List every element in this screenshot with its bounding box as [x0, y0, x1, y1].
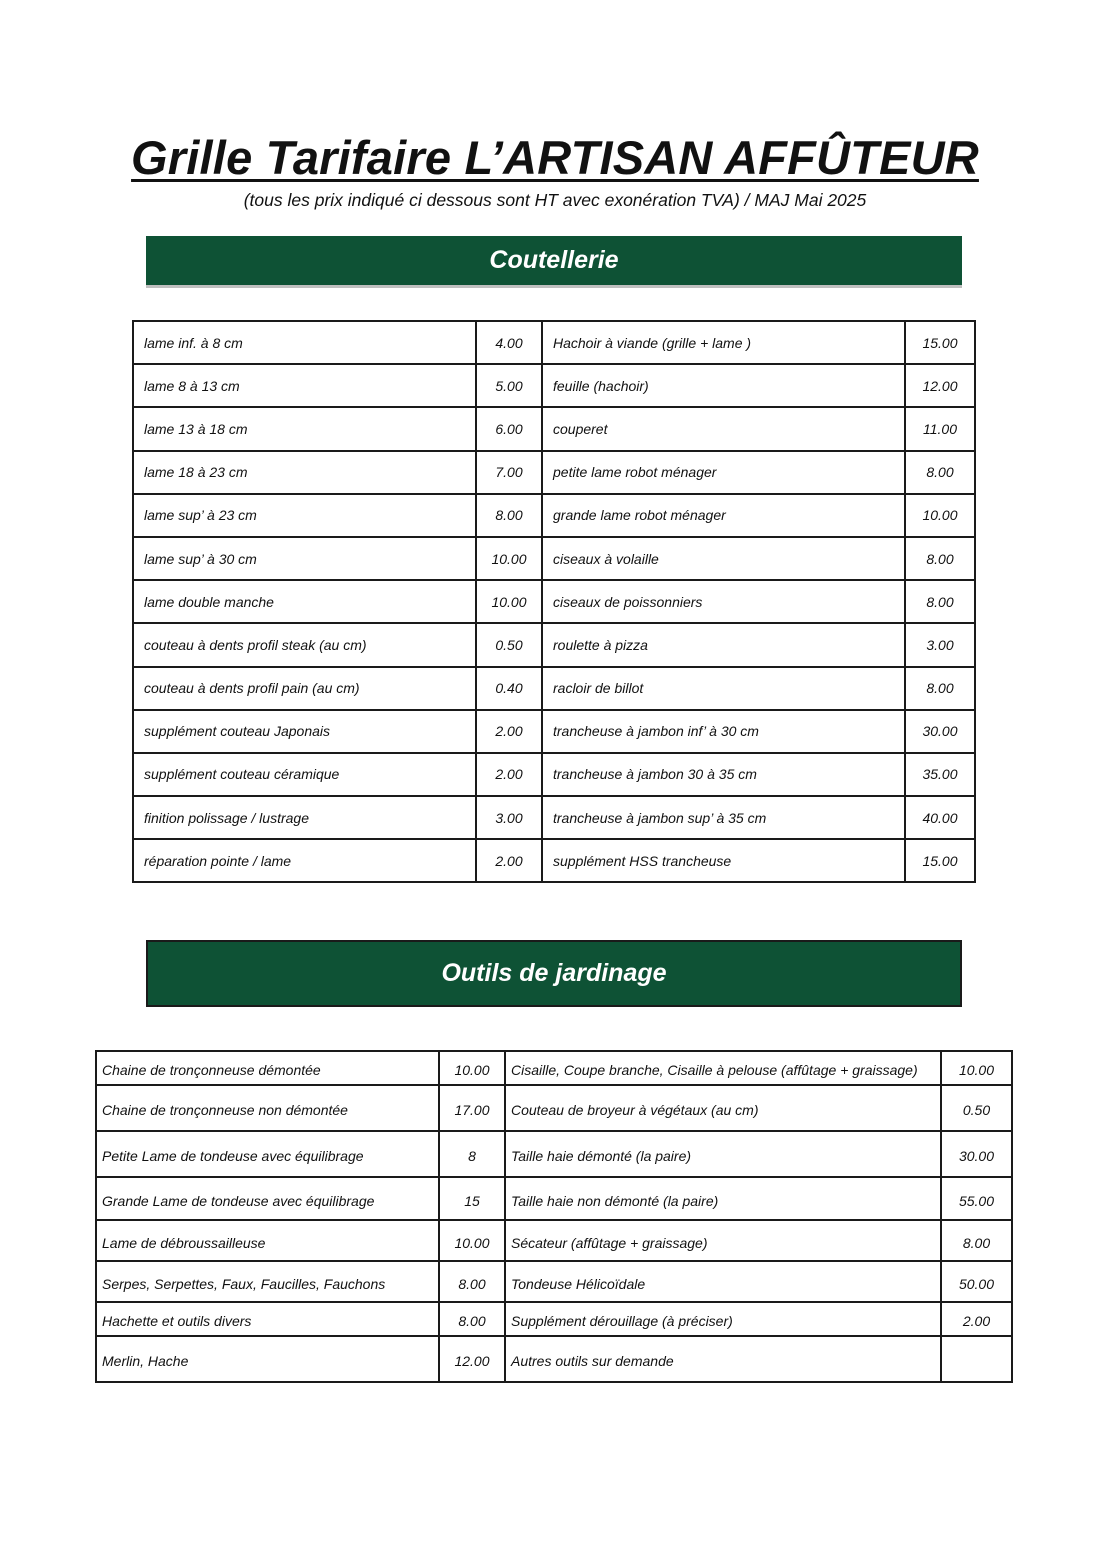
section-heading-jardinage: Outils de jardinage [146, 940, 962, 1007]
item-name: Petite Lame de tondeuse avec équilibrage [96, 1131, 439, 1177]
item-price: 12.00 [439, 1336, 505, 1382]
item-name: Sécateur (affûtage + graissage) [505, 1220, 941, 1261]
table-row [133, 321, 975, 364]
item-price: 3.00 [476, 796, 542, 839]
item-price: 12.00 [905, 364, 975, 407]
item-price: 55.00 [941, 1177, 1012, 1220]
item-name: supplément HSS trancheuse [542, 839, 905, 882]
item-price: 35.00 [905, 753, 975, 796]
item-name: Merlin, Hache [96, 1336, 439, 1382]
item-name: lame inf. à 8 cm [133, 321, 476, 364]
item-price: 10.00 [439, 1051, 505, 1085]
table-row [133, 580, 975, 623]
table-row [133, 407, 975, 450]
item-name: couteau à dents profil steak (au cm) [133, 623, 476, 666]
item-name: roulette à pizza [542, 623, 905, 666]
item-price: 8.00 [905, 537, 975, 580]
item-price: 8.00 [439, 1302, 505, 1336]
item-price: 10.00 [941, 1051, 1012, 1085]
item-price: 0.40 [476, 667, 542, 710]
item-price [941, 1336, 1012, 1382]
item-price: 2.00 [476, 839, 542, 882]
item-price: 8.00 [439, 1261, 505, 1302]
item-price: 50.00 [941, 1261, 1012, 1302]
item-name: petite lame robot ménager [542, 451, 905, 494]
item-price: 15.00 [905, 321, 975, 364]
item-name: Grande Lame de tondeuse avec équilibrage [96, 1177, 439, 1220]
coutellerie-price-table [132, 320, 976, 883]
item-name: lame 18 à 23 cm [133, 451, 476, 494]
item-price: 3.00 [905, 623, 975, 666]
item-name: Tondeuse Hélicoïdale [505, 1261, 941, 1302]
page-title-text: Grille Tarifaire L’ARTISAN AFFÛTEUR [131, 131, 979, 184]
item-price: 10.00 [476, 537, 542, 580]
table-row [96, 1085, 1012, 1131]
jardinage-table-body [96, 1051, 1012, 1382]
page-subtitle: (tous les prix indiqué ci dessous sont HT avec exonération TVA) / MAJ Mai 2025 [243, 190, 867, 210]
item-price: 10.00 [905, 494, 975, 537]
item-price: 2.00 [941, 1302, 1012, 1336]
item-price: 40.00 [905, 796, 975, 839]
item-price: 30.00 [941, 1131, 1012, 1177]
table-row [133, 537, 975, 580]
table-row [96, 1220, 1012, 1261]
table-row [96, 1336, 1012, 1382]
item-name: Autres outils sur demande [505, 1336, 941, 1382]
item-price: 8 [439, 1131, 505, 1177]
table-row [96, 1051, 1012, 1085]
item-name: Hachette et outils divers [96, 1302, 439, 1336]
section-heading-coutellerie: Coutellerie [146, 236, 962, 288]
item-name: lame sup’ à 23 cm [133, 494, 476, 537]
item-name: Lame de débroussailleuse [96, 1220, 439, 1261]
item-name: supplément couteau Japonais [133, 710, 476, 753]
item-price: 8.00 [905, 580, 975, 623]
item-name: lame double manche [133, 580, 476, 623]
item-price: 15.00 [905, 839, 975, 882]
item-name: Taille haie démonté (la paire) [505, 1131, 941, 1177]
table-row [96, 1131, 1012, 1177]
table-row [96, 1261, 1012, 1302]
item-price: 30.00 [905, 710, 975, 753]
item-price: 5.00 [476, 364, 542, 407]
item-name: réparation pointe / lame [133, 839, 476, 882]
item-name: ciseaux à volaille [542, 537, 905, 580]
item-name: Taille haie non démonté (la paire) [505, 1177, 941, 1220]
table-row [133, 753, 975, 796]
item-name: trancheuse à jambon sup’ à 35 cm [542, 796, 905, 839]
item-price: 15 [439, 1177, 505, 1220]
item-name: Cisaille, Coupe branche, Cisaille à pelouse (affûtage + graissage) [505, 1051, 941, 1085]
item-name: Supplément dérouillage (à préciser) [505, 1302, 941, 1336]
table-row [96, 1177, 1012, 1220]
item-name: couteau à dents profil pain (au cm) [133, 667, 476, 710]
table-row [133, 667, 975, 710]
table-row [133, 494, 975, 537]
item-price: 4.00 [476, 321, 542, 364]
item-name: Chaine de tronçonneuse non démontée [96, 1085, 439, 1131]
item-name: lame 13 à 18 cm [133, 407, 476, 450]
item-name: supplément couteau céramique [133, 753, 476, 796]
item-price: 17.00 [439, 1085, 505, 1131]
item-name: lame sup’ à 30 cm [133, 537, 476, 580]
table-row [133, 364, 975, 407]
item-name: finition polissage / lustrage [133, 796, 476, 839]
item-price: 10.00 [439, 1220, 505, 1261]
jardinage-price-table [95, 1050, 1013, 1383]
item-price: 6.00 [476, 407, 542, 450]
item-name: couperet [542, 407, 905, 450]
item-name: grande lame robot ménager [542, 494, 905, 537]
item-price: 0.50 [476, 623, 542, 666]
item-price: 2.00 [476, 753, 542, 796]
table-row [133, 796, 975, 839]
item-name: trancheuse à jambon inf’ à 30 cm [542, 710, 905, 753]
table-row [133, 451, 975, 494]
item-price: 0.50 [941, 1085, 1012, 1131]
item-name: Hachoir à viande (grille + lame ) [542, 321, 905, 364]
item-name: Chaine de tronçonneuse démontée [96, 1051, 439, 1085]
table-row [96, 1302, 1012, 1336]
item-price: 8.00 [476, 494, 542, 537]
item-name: Serpes, Serpettes, Faux, Faucilles, Fauchons [96, 1261, 439, 1302]
item-name: racloir de billot [542, 667, 905, 710]
item-price: 8.00 [905, 451, 975, 494]
item-name: feuille (hachoir) [542, 364, 905, 407]
item-price: 8.00 [905, 667, 975, 710]
item-price: 2.00 [476, 710, 542, 753]
item-price: 11.00 [905, 407, 975, 450]
item-price: 8.00 [941, 1220, 1012, 1261]
item-price: 10.00 [476, 580, 542, 623]
table-row [133, 710, 975, 753]
item-name: ciseaux de poissonniers [542, 580, 905, 623]
table-row [133, 623, 975, 666]
item-name: lame 8 à 13 cm [133, 364, 476, 407]
item-name: Couteau de broyeur à végétaux (au cm) [505, 1085, 941, 1131]
item-price: 7.00 [476, 451, 542, 494]
page-title [0, 128, 1110, 188]
coutellerie-table-body [133, 321, 975, 882]
table-row [133, 839, 975, 882]
item-name: trancheuse à jambon 30 à 35 cm [542, 753, 905, 796]
